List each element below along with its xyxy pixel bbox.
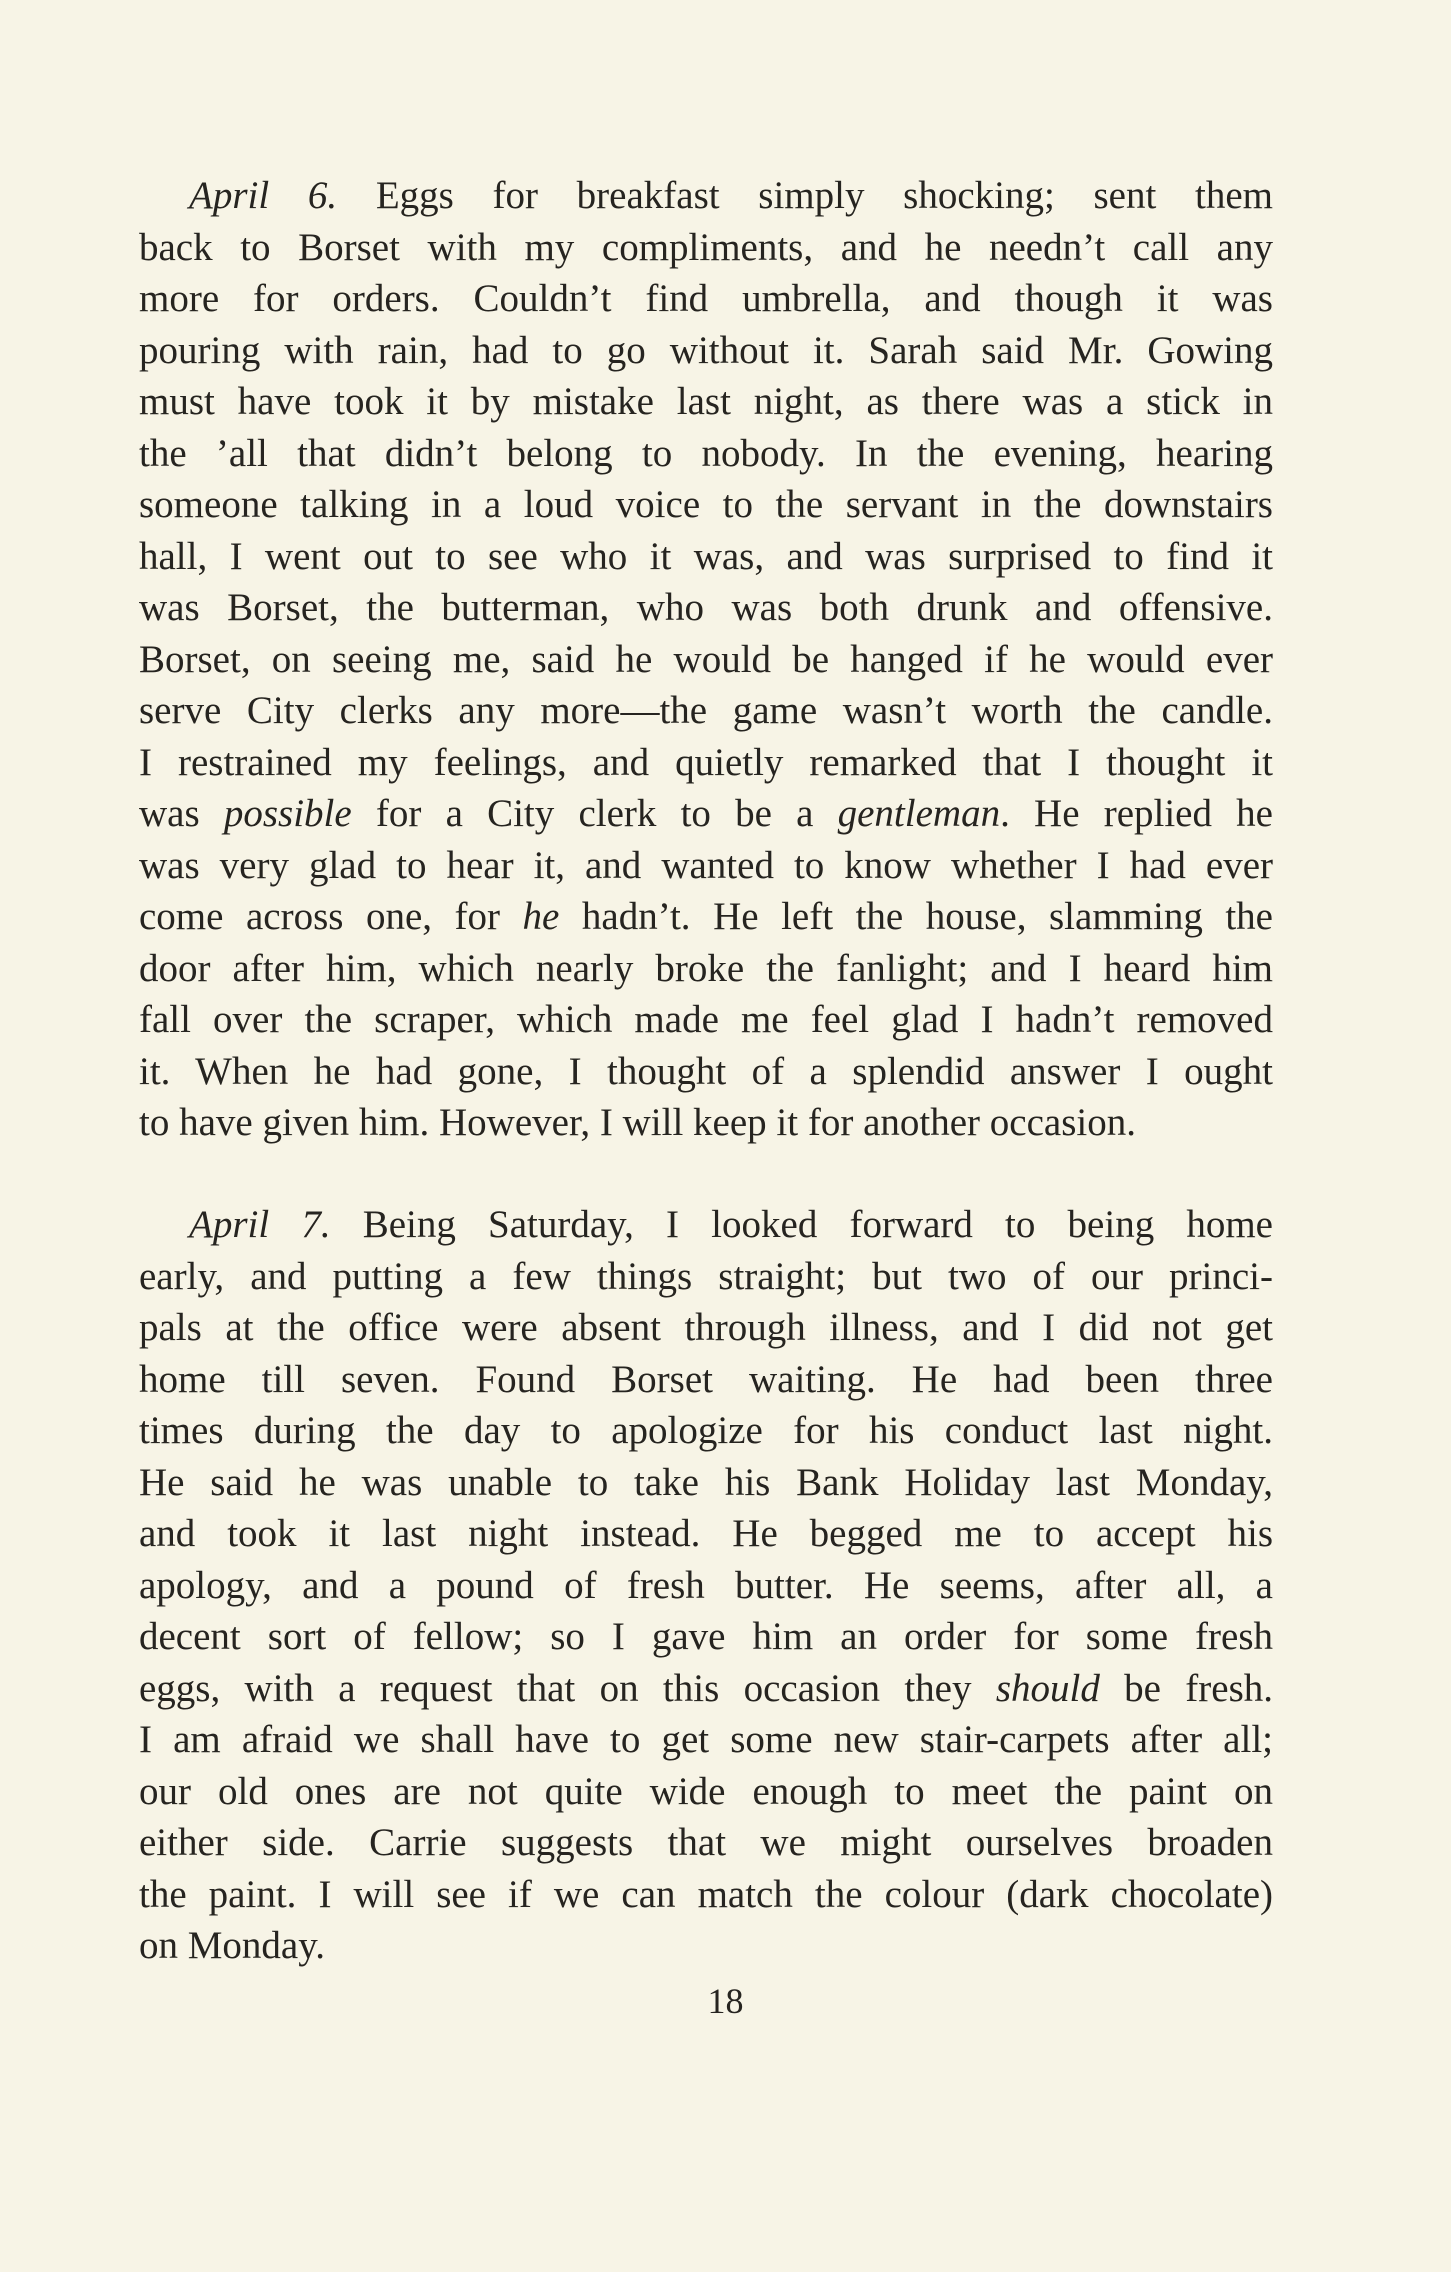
text-line: it. When he had gone, I thought of a splendid answer I ought <box>139 1049 1273 1093</box>
text-line: I restrained my feelings, and quietly remarked that I thought it <box>139 740 1273 784</box>
text-line: He said he was unable to take his Bank Holiday last Monday, <box>139 1460 1273 1504</box>
emphasis-text: gentleman <box>837 792 1001 835</box>
text-line: door after him, which nearly broke the fanlight; and I heard him <box>139 946 1273 990</box>
text-line: come across one, for he hadn’t. He left the house, slamming the <box>139 895 1273 938</box>
text-line: back to Borset with my compliments, and he needn’t call any <box>139 225 1273 269</box>
diary-entry-april-6 <box>139 170 1273 1149</box>
text-line: April 7. Being Saturday, I looked forward to being home <box>139 1199 1273 1251</box>
text-line: someone talking in a loud voice to the servant in the downstairs <box>139 483 1273 526</box>
text-line: to have given him. However, I will keep it for another occasion. <box>139 1101 1136 1144</box>
text-line: was Borset, the butterman, who was both drunk and offensive. <box>139 586 1273 629</box>
text-line: early, and putting a few things straight; but two of our princi- <box>139 1254 1273 1298</box>
entry-date: April 6. <box>189 174 338 217</box>
text-line: pals at the office were absent through illness, and I did not get <box>139 1306 1273 1349</box>
text-line: our old ones are not quite wide enough to meet the paint on <box>139 1769 1273 1813</box>
text-line: April 6. Eggs for breakfast simply shocking; sent them <box>139 170 1273 222</box>
text-line: Borset, on seeing me, said he would be hanged if he would ever <box>139 637 1273 681</box>
text-line: serve City clerks any more—the game wasn’t worth the candle. <box>139 689 1273 732</box>
text-line: either side. Carrie suggests that we might ourselves broaden <box>139 1821 1273 1864</box>
text-line: decent sort of fellow; so I gave him an order for some fresh <box>139 1615 1273 1658</box>
text-line: apology, and a pound of fresh butter. He seems, after all, a <box>139 1563 1273 1607</box>
text-line: the paint. I will see if we can match the colour (dark chocolate) <box>139 1872 1273 1916</box>
entry-date: April 7. <box>189 1203 331 1246</box>
text-line: pouring with rain, had to go without it. Sarah said Mr. Gowing <box>139 328 1273 372</box>
emphasis-text: should <box>995 1666 1100 1710</box>
diary-entry-april-7 <box>139 1199 1273 1972</box>
text-line: hall, I went out to see who it was, and was surprised to find it <box>139 534 1273 578</box>
text-line: eggs, with a request that on this occasion they should be fresh. <box>139 1666 1273 1710</box>
text-line: times during the day to apologize for his conduct last night. <box>139 1409 1273 1452</box>
text-line: must have took it by mistake last night, as there was a stick in <box>139 380 1273 423</box>
text-line: the ’all that didn’t belong to nobody. In the evening, hearing <box>139 431 1273 475</box>
text-line: was very glad to hear it, and wanted to know whether I had ever <box>139 843 1273 887</box>
text-line: on Monday. <box>139 1924 325 1967</box>
text-line: and took it last night instead. He begged me to accept his <box>139 1512 1273 1555</box>
emphasis-text: he <box>522 895 560 938</box>
text-line: was possible for a City clerk to be a gentleman. He replied he <box>139 792 1273 835</box>
text-line: more for orders. Couldn’t find umbrella, and though it was <box>139 277 1273 320</box>
text-line: I am afraid we shall have to get some new stair-carpets after all; <box>139 1718 1273 1761</box>
page-number: 18 <box>707 1981 744 2021</box>
emphasis-text: possible <box>223 792 352 835</box>
text-line: home till seven. Found Borset waiting. He had been three <box>139 1357 1273 1401</box>
text-line: fall over the scraper, which made me feel glad I hadn’t removed <box>139 998 1273 1041</box>
